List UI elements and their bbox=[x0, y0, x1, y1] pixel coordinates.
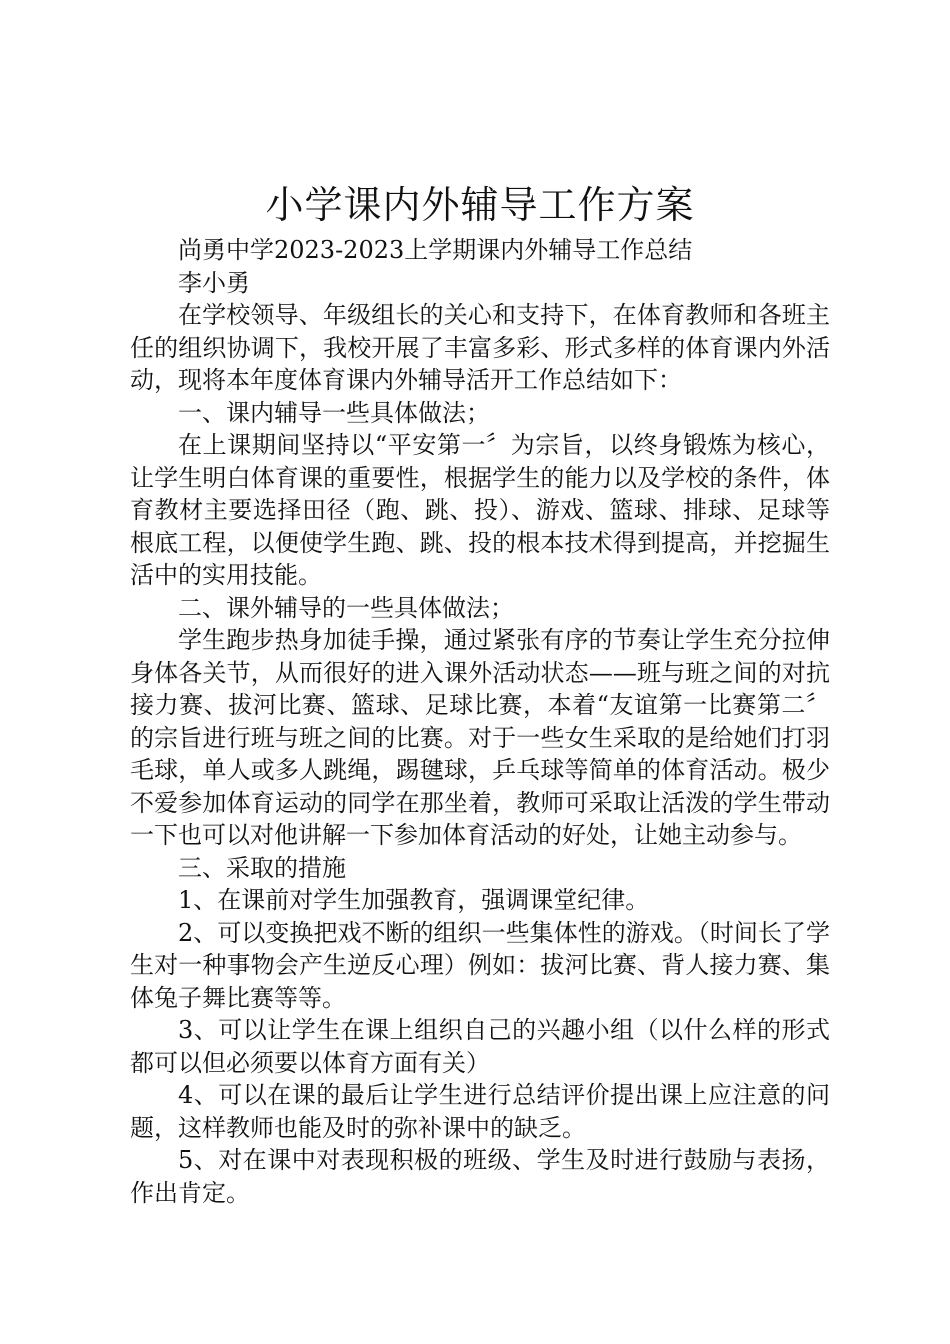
section-2-paragraph: 学生跑步热身加徒手操，通过紧张有序的节奏让学生充分拉伸身体各关节，从而很好的进入课外活动状态——班与班之间的对抗接力赛、拔河比赛、篮球、足球比赛，本着“友谊第一比赛第二〞的宗旨进行班与班之间的比赛。对于一些女生采取的是给她们打羽毛球，单人或多人跳绳，踢毽球，乒乓球等简单的体育活动。极少不爱参加体育运动的同学在那坐着，教师可采取让活泼的学生带动一下也可以对他讲解一下参加体育活动的好处，让她主动参与。 bbox=[130, 626, 830, 849]
author-line: 李小勇 bbox=[178, 268, 250, 297]
measure-item-2: 2、可以变换把戏不断的组织一些集体性的游戏。（时间长了学生对一种事物会产生逆反心理）例如：拔河比赛、背人接力赛、集体兔子舞比赛等等。 bbox=[130, 918, 830, 1012]
measure-item-5: 5、对在课中对表现积极的班级、学生及时进行鼓励与表扬，作出肯定。 bbox=[130, 1146, 830, 1207]
measure-item-3: 3、可以让学生在课上组织自己的兴趣小组（以什么样的形式都可以但必须要以体育方面有关） bbox=[130, 1016, 830, 1077]
intro-paragraph: 在学校领导、年级组长的关心和支持下，在体育教师和各班主任的组织协调下，我校开展了丰富多彩、形式多样的体育课内外活动，现将本年度体育课内外辅导活开工作总结如下： bbox=[130, 301, 830, 394]
measure-item-1: 1、在课前对学生加强教育，强调课堂纪律。 bbox=[178, 886, 650, 914]
subtitle-line: 尚勇中学2023-2023上学期课内外辅导工作总结 bbox=[178, 236, 693, 264]
document-title: 小学课内外辅导工作方案 bbox=[265, 183, 695, 227]
section-heading-3: 三、采取的措施 bbox=[178, 853, 346, 882]
section-heading-2: 二、课外辅导的一些具体做法； bbox=[178, 593, 514, 622]
section-heading-1: 一、课内辅导一些具体做法； bbox=[178, 398, 490, 427]
document-page bbox=[130, 178, 830, 1209]
measure-item-4: 4、可以在课的最后让学生进行总结评价提出课上应注意的问题，这样教师也能及时的弥补课中的缺乏。 bbox=[130, 1081, 830, 1142]
section-1-paragraph: 在上课期间坚持以“平安第一〞为宗旨，以终身锻炼为核心，让学生明白体育课的重要性，根据学生的能力以及学校的条件，体育教材主要选择田径（跑、跳、投）、游戏、篮球、排球、足球等根底工程，以便使学生跑、跳、投的根本技术得到提高，并挖掘生活中的实用技能。 bbox=[130, 431, 830, 589]
